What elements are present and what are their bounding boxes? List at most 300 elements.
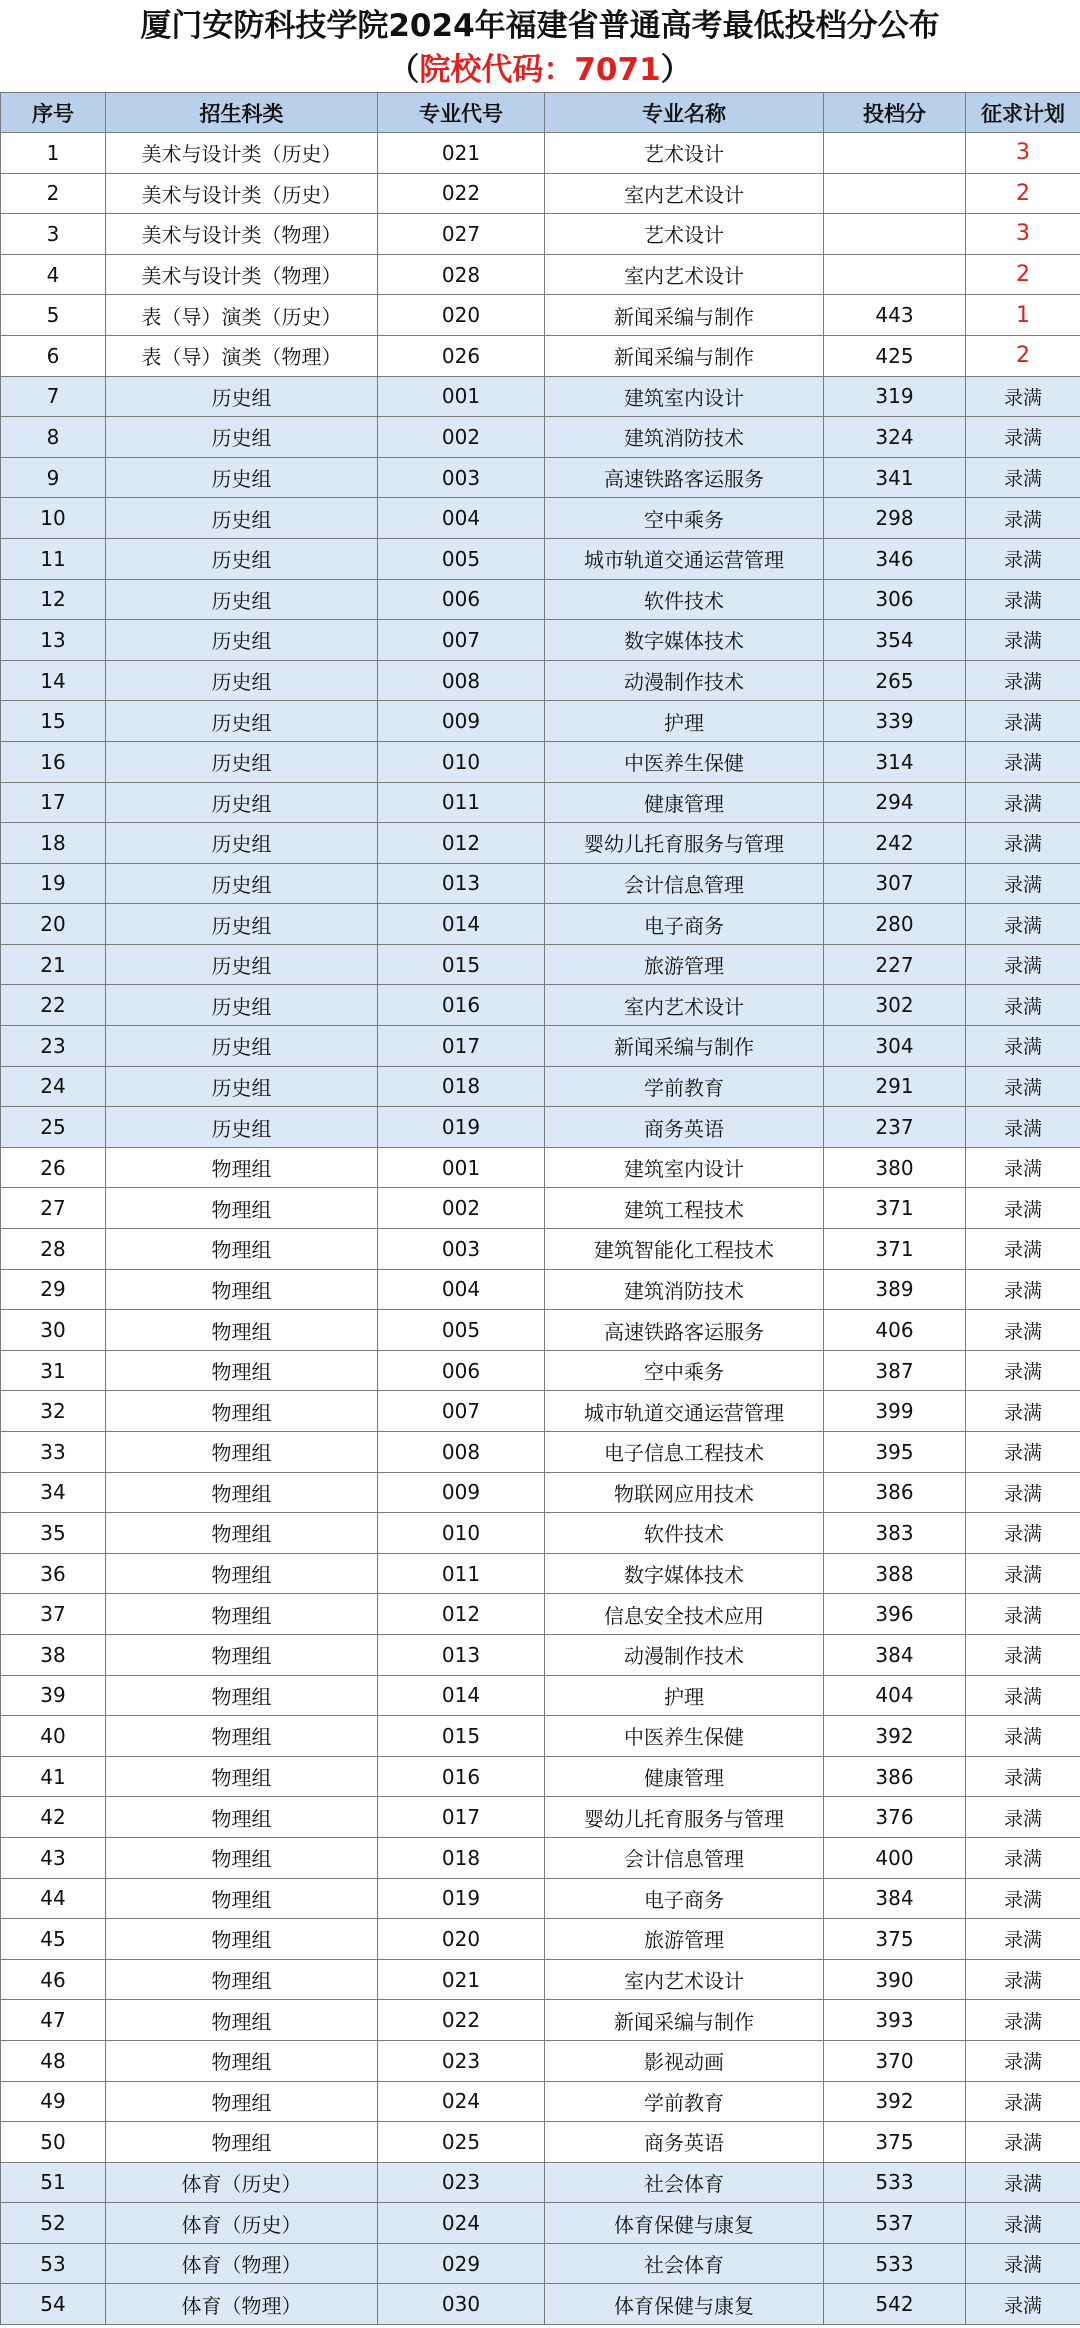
cell-no: 23: [1, 1026, 106, 1067]
cell-category: 表（导）演类（历史）: [106, 295, 378, 336]
cell-major-name: 软件技术: [545, 579, 824, 620]
cell-major-code: 014: [378, 904, 545, 945]
cell-score: 298: [824, 498, 966, 539]
table-row: [1, 904, 1080, 945]
table-row: [1, 133, 1080, 174]
cell-no: 30: [1, 1310, 106, 1351]
cell-category: 物理组: [106, 1716, 378, 1757]
cell-no: 26: [1, 1147, 106, 1188]
cell-major-code: 026: [378, 335, 545, 376]
cell-no: 41: [1, 1756, 106, 1797]
cell-major-name: 中医养生保健: [545, 741, 824, 782]
cell-score: 294: [824, 782, 966, 823]
cell-score: 307: [824, 863, 966, 904]
cell-category: 物理组: [106, 1756, 378, 1797]
cell-major-code: 015: [378, 944, 545, 985]
cell-score: 383: [824, 1513, 966, 1554]
cell-plan: 录满: [966, 417, 1080, 458]
cell-no: 50: [1, 2122, 106, 2163]
cell-no: 24: [1, 1066, 106, 1107]
cell-plan: 2: [966, 173, 1080, 214]
cell-major-code: 028: [378, 254, 545, 295]
cell-category: 体育（历史）: [106, 2162, 378, 2203]
cell-plan: 录满: [966, 1919, 1080, 1960]
cell-score: 339: [824, 701, 966, 742]
table-row: [1, 2284, 1080, 2325]
cell-major-code: 002: [378, 417, 545, 458]
cell-major-code: 013: [378, 863, 545, 904]
title-block: [0, 0, 1080, 92]
table-row: [1, 1229, 1080, 1270]
cell-major-name: 电子商务: [545, 1878, 824, 1919]
cell-major-code: 020: [378, 1919, 545, 1960]
cell-score: 393: [824, 2000, 966, 2041]
table-row: [1, 1188, 1080, 1229]
cell-plan: 录满: [966, 1269, 1080, 1310]
table-row: [1, 1878, 1080, 1919]
cell-major-code: 010: [378, 741, 545, 782]
cell-major-name: 社会体育: [545, 2243, 824, 2284]
cell-category: 美术与设计类（历史）: [106, 133, 378, 174]
table-row: [1, 376, 1080, 417]
cell-category: 历史组: [106, 823, 378, 864]
cell-category: 美术与设计类（物理）: [106, 254, 378, 295]
cell-plan: 录满: [966, 1797, 1080, 1838]
cell-major-code: 022: [378, 2000, 545, 2041]
cell-major-name: 高速铁路客运服务: [545, 457, 824, 498]
cell-score: 302: [824, 985, 966, 1026]
cell-category: 历史组: [106, 1026, 378, 1067]
cell-major-code: 017: [378, 1026, 545, 1067]
table-row: [1, 660, 1080, 701]
cell-no: 47: [1, 2000, 106, 2041]
cell-score: 375: [824, 2122, 966, 2163]
cell-major-name: 建筑消防技术: [545, 417, 824, 458]
table-row: [1, 1716, 1080, 1757]
cell-major-code: 029: [378, 2243, 545, 2284]
header-row: [1, 93, 1080, 133]
cell-major-name: 艺术设计: [545, 214, 824, 255]
cell-score: 533: [824, 2243, 966, 2284]
cell-major-name: 高速铁路客运服务: [545, 1310, 824, 1351]
cell-plan: 录满: [966, 701, 1080, 742]
cell-score: 314: [824, 741, 966, 782]
cell-score: 375: [824, 1919, 966, 1960]
cell-plan: 2: [966, 254, 1080, 295]
cell-major-code: 014: [378, 1675, 545, 1716]
cell-major-name: 电子信息工程技术: [545, 1432, 824, 1473]
cell-plan: 录满: [966, 1513, 1080, 1554]
table-row: [1, 1026, 1080, 1067]
cell-major-name: 体育保健与康复: [545, 2284, 824, 2325]
cell-no: 37: [1, 1594, 106, 1635]
cell-category: 物理组: [106, 1147, 378, 1188]
cell-major-name: 护理: [545, 1675, 824, 1716]
cell-major-name: 空中乘务: [545, 498, 824, 539]
cell-major-name: 婴幼儿托育服务与管理: [545, 1797, 824, 1838]
cell-score: [824, 133, 966, 174]
cell-score: 388: [824, 1553, 966, 1594]
cell-score: [824, 173, 966, 214]
cell-category: 历史组: [106, 417, 378, 458]
cell-category: 物理组: [106, 1634, 378, 1675]
cell-category: 美术与设计类（历史）: [106, 173, 378, 214]
table-row: [1, 254, 1080, 295]
cell-major-code: 002: [378, 1188, 545, 1229]
cell-major-name: 建筑室内设计: [545, 1147, 824, 1188]
cell-major-name: 建筑工程技术: [545, 1188, 824, 1229]
cell-category: 历史组: [106, 498, 378, 539]
cell-major-code: 023: [378, 2162, 545, 2203]
cell-major-name: 社会体育: [545, 2162, 824, 2203]
cell-major-code: 001: [378, 1147, 545, 1188]
cell-plan: 录满: [966, 1229, 1080, 1270]
cell-no: 51: [1, 2162, 106, 2203]
table-row: [1, 214, 1080, 255]
cell-score: 380: [824, 1147, 966, 1188]
cell-major-code: 010: [378, 1513, 545, 1554]
table-row: [1, 1269, 1080, 1310]
cell-category: 物理组: [106, 2081, 378, 2122]
cell-no: 35: [1, 1513, 106, 1554]
cell-no: 42: [1, 1797, 106, 1838]
cell-score: 242: [824, 823, 966, 864]
cell-no: 49: [1, 2081, 106, 2122]
cell-category: 体育（历史）: [106, 2203, 378, 2244]
table-row: [1, 701, 1080, 742]
cell-no: 14: [1, 660, 106, 701]
cell-major-name: 室内艺术设计: [545, 1959, 824, 2000]
cell-no: 8: [1, 417, 106, 458]
cell-major-code: 030: [378, 2284, 545, 2325]
cell-plan: 录满: [966, 579, 1080, 620]
table-row: [1, 1310, 1080, 1351]
cell-major-code: 020: [378, 295, 545, 336]
cell-major-code: 003: [378, 1229, 545, 1270]
cell-category: 历史组: [106, 741, 378, 782]
cell-no: 43: [1, 1837, 106, 1878]
table-row: [1, 782, 1080, 823]
cell-plan: 录满: [966, 1026, 1080, 1067]
table-row: [1, 1107, 1080, 1148]
cell-score: 537: [824, 2203, 966, 2244]
cell-plan: 录满: [966, 2243, 1080, 2284]
cell-major-code: 006: [378, 1350, 545, 1391]
cell-score: 406: [824, 1310, 966, 1351]
cell-category: 物理组: [106, 1553, 378, 1594]
cell-major-code: 007: [378, 620, 545, 661]
table-row: [1, 1432, 1080, 1473]
cell-category: 物理组: [106, 1472, 378, 1513]
table-row: [1, 2081, 1080, 2122]
cell-plan: 录满: [966, 2203, 1080, 2244]
cell-score: 400: [824, 1837, 966, 1878]
cell-major-code: 023: [378, 2040, 545, 2081]
cell-major-code: 012: [378, 823, 545, 864]
table-row: [1, 2122, 1080, 2163]
table-row: [1, 1675, 1080, 1716]
cell-score: 370: [824, 2040, 966, 2081]
cell-category: 物理组: [106, 1269, 378, 1310]
table-row: [1, 173, 1080, 214]
cell-major-code: 004: [378, 1269, 545, 1310]
cell-category: 物理组: [106, 1350, 378, 1391]
cell-no: 16: [1, 741, 106, 782]
cell-category: 物理组: [106, 2122, 378, 2163]
header-major-code: 专业代号: [378, 93, 545, 133]
cell-score: 389: [824, 1269, 966, 1310]
cell-no: 45: [1, 1919, 106, 1960]
cell-plan: 录满: [966, 2040, 1080, 2081]
cell-score: 384: [824, 1878, 966, 1919]
cell-major-name: 动漫制作技术: [545, 1634, 824, 1675]
cell-category: 物理组: [106, 1675, 378, 1716]
cell-major-name: 建筑消防技术: [545, 1269, 824, 1310]
cell-plan: 1: [966, 295, 1080, 336]
cell-plan: 录满: [966, 1594, 1080, 1635]
cell-category: 体育（物理）: [106, 2243, 378, 2284]
cell-major-code: 005: [378, 538, 545, 579]
cell-score: [824, 254, 966, 295]
header-no: 序号: [1, 93, 106, 133]
cell-major-name: 婴幼儿托育服务与管理: [545, 823, 824, 864]
cell-major-code: 004: [378, 498, 545, 539]
cell-plan: 录满: [966, 2122, 1080, 2163]
cell-major-code: 003: [378, 457, 545, 498]
cell-plan: 录满: [966, 741, 1080, 782]
cell-score: 390: [824, 1959, 966, 2000]
cell-no: 12: [1, 579, 106, 620]
cell-category: 物理组: [106, 1229, 378, 1270]
header-score: 投档分: [824, 93, 966, 133]
cell-no: 53: [1, 2243, 106, 2284]
cell-no: 5: [1, 295, 106, 336]
cell-plan: 录满: [966, 1391, 1080, 1432]
cell-plan: 录满: [966, 1878, 1080, 1919]
cell-major-name: 学前教育: [545, 2081, 824, 2122]
cell-category: 历史组: [106, 782, 378, 823]
cell-no: 33: [1, 1432, 106, 1473]
cell-major-name: 新闻采编与制作: [545, 295, 824, 336]
cell-major-code: 011: [378, 1553, 545, 1594]
cell-score: 237: [824, 1107, 966, 1148]
cell-major-name: 健康管理: [545, 782, 824, 823]
cell-no: 19: [1, 863, 106, 904]
cell-plan: 录满: [966, 1553, 1080, 1594]
cell-category: 物理组: [106, 1432, 378, 1473]
cell-major-name: 建筑室内设计: [545, 376, 824, 417]
cell-plan: 录满: [966, 498, 1080, 539]
cell-major-name: 健康管理: [545, 1756, 824, 1797]
cell-plan: 录满: [966, 1310, 1080, 1351]
cell-plan: 录满: [966, 1107, 1080, 1148]
cell-plan: 录满: [966, 2081, 1080, 2122]
cell-no: 31: [1, 1350, 106, 1391]
table-body: [1, 133, 1080, 2325]
table-row: [1, 1350, 1080, 1391]
cell-major-code: 027: [378, 214, 545, 255]
cell-major-code: 017: [378, 1797, 545, 1838]
cell-no: 18: [1, 823, 106, 864]
cell-score: 227: [824, 944, 966, 985]
cell-major-name: 数字媒体技术: [545, 1553, 824, 1594]
header-plan: 征求计划: [966, 93, 1080, 133]
cell-no: 6: [1, 335, 106, 376]
cell-category: 历史组: [106, 701, 378, 742]
cell-plan: 录满: [966, 1675, 1080, 1716]
paren-close: ）: [660, 52, 692, 88]
cell-plan: 2: [966, 335, 1080, 376]
cell-no: 46: [1, 1959, 106, 2000]
cell-major-name: 室内艺术设计: [545, 985, 824, 1026]
cell-category: 表（导）演类（物理）: [106, 335, 378, 376]
cell-major-name: 数字媒体技术: [545, 620, 824, 661]
table-row: [1, 741, 1080, 782]
cell-score: 319: [824, 376, 966, 417]
table-row: [1, 2243, 1080, 2284]
cell-major-name: 会计信息管理: [545, 863, 824, 904]
table-row: [1, 2162, 1080, 2203]
cell-category: 物理组: [106, 1391, 378, 1432]
cell-no: 52: [1, 2203, 106, 2244]
cell-plan: 录满: [966, 2000, 1080, 2041]
cell-major-code: 011: [378, 782, 545, 823]
table-row: [1, 1513, 1080, 1554]
cell-plan: 录满: [966, 2284, 1080, 2325]
cell-category: 物理组: [106, 1594, 378, 1635]
table-row: [1, 579, 1080, 620]
cell-no: 4: [1, 254, 106, 295]
table-row: [1, 335, 1080, 376]
cell-plan: 录满: [966, 823, 1080, 864]
cell-score: 392: [824, 2081, 966, 2122]
table-row: [1, 1066, 1080, 1107]
cell-major-code: 024: [378, 2203, 545, 2244]
cell-major-name: 室内艺术设计: [545, 173, 824, 214]
cell-score: 533: [824, 2162, 966, 2203]
cell-major-name: 新闻采编与制作: [545, 1026, 824, 1067]
cell-plan: 录满: [966, 1634, 1080, 1675]
cell-plan: 录满: [966, 457, 1080, 498]
cell-score: 386: [824, 1756, 966, 1797]
table-row: [1, 417, 1080, 458]
cell-score: 443: [824, 295, 966, 336]
cell-plan: 录满: [966, 944, 1080, 985]
cell-no: 38: [1, 1634, 106, 1675]
cell-category: 历史组: [106, 1066, 378, 1107]
cell-major-name: 学前教育: [545, 1066, 824, 1107]
cell-no: 13: [1, 620, 106, 661]
header-major-name: 专业名称: [545, 93, 824, 133]
cell-major-code: 018: [378, 1066, 545, 1107]
header-category: 招生科类: [106, 93, 378, 133]
cell-no: 39: [1, 1675, 106, 1716]
cell-major-name: 新闻采编与制作: [545, 335, 824, 376]
cell-score: 304: [824, 1026, 966, 1067]
cell-plan: 录满: [966, 782, 1080, 823]
table-row: [1, 1919, 1080, 1960]
cell-major-name: 旅游管理: [545, 944, 824, 985]
cell-no: 9: [1, 457, 106, 498]
cell-score: 346: [824, 538, 966, 579]
cell-score: 392: [824, 1716, 966, 1757]
cell-major-code: 008: [378, 1432, 545, 1473]
table-row: [1, 295, 1080, 336]
cell-major-name: 中医养生保健: [545, 1716, 824, 1757]
cell-major-name: 影视动画: [545, 2040, 824, 2081]
page-title: 厦门安防科技学院2024年福建省普通高考最低投档分公布: [140, 8, 940, 44]
cell-category: 历史组: [106, 904, 378, 945]
cell-major-name: 物联网应用技术: [545, 1472, 824, 1513]
table-row: [1, 457, 1080, 498]
cell-category: 历史组: [106, 457, 378, 498]
cell-major-name: 城市轨道交通运营管理: [545, 1391, 824, 1432]
cell-major-name: 建筑智能化工程技术: [545, 1229, 824, 1270]
cell-score: 306: [824, 579, 966, 620]
cell-major-name: 商务英语: [545, 1107, 824, 1148]
cell-major-name: 信息安全技术应用: [545, 1594, 824, 1635]
cell-category: 历史组: [106, 660, 378, 701]
cell-score: 354: [824, 620, 966, 661]
cell-category: 历史组: [106, 620, 378, 661]
cell-no: 10: [1, 498, 106, 539]
cell-category: 物理组: [106, 1837, 378, 1878]
cell-major-code: 006: [378, 579, 545, 620]
cell-category: 历史组: [106, 985, 378, 1026]
cell-score: 384: [824, 1634, 966, 1675]
cell-plan: 录满: [966, 1147, 1080, 1188]
cell-major-code: 021: [378, 133, 545, 174]
cell-category: 物理组: [106, 1919, 378, 1960]
cell-category: 体育（物理）: [106, 2284, 378, 2325]
cell-category: 物理组: [106, 1188, 378, 1229]
cell-category: 物理组: [106, 1797, 378, 1838]
cell-major-code: 022: [378, 173, 545, 214]
cell-score: 387: [824, 1350, 966, 1391]
cell-category: 历史组: [106, 579, 378, 620]
table-row: [1, 944, 1080, 985]
cell-no: 44: [1, 1878, 106, 1919]
table-header: [1, 93, 1080, 133]
cell-major-code: 016: [378, 985, 545, 1026]
cell-major-code: 001: [378, 376, 545, 417]
cell-plan: 录满: [966, 660, 1080, 701]
cell-major-code: 008: [378, 660, 545, 701]
cell-major-code: 018: [378, 1837, 545, 1878]
cell-major-code: 021: [378, 1959, 545, 2000]
cell-plan: 录满: [966, 1432, 1080, 1473]
cell-no: 1: [1, 133, 106, 174]
cell-category: 美术与设计类（物理）: [106, 214, 378, 255]
cell-score: [824, 214, 966, 255]
cell-major-name: 会计信息管理: [545, 1837, 824, 1878]
cell-major-name: 艺术设计: [545, 133, 824, 174]
cell-plan: 录满: [966, 2162, 1080, 2203]
cell-no: 36: [1, 1553, 106, 1594]
cell-no: 32: [1, 1391, 106, 1432]
cell-major-code: 012: [378, 1594, 545, 1635]
table-row: [1, 1472, 1080, 1513]
cell-score: 425: [824, 335, 966, 376]
cell-plan: 录满: [966, 1350, 1080, 1391]
table-row: [1, 2000, 1080, 2041]
cell-major-name: 城市轨道交通运营管理: [545, 538, 824, 579]
cell-no: 7: [1, 376, 106, 417]
cell-plan: 录满: [966, 376, 1080, 417]
cell-score: 291: [824, 1066, 966, 1107]
cell-major-name: 新闻采编与制作: [545, 2000, 824, 2041]
cell-no: 11: [1, 538, 106, 579]
